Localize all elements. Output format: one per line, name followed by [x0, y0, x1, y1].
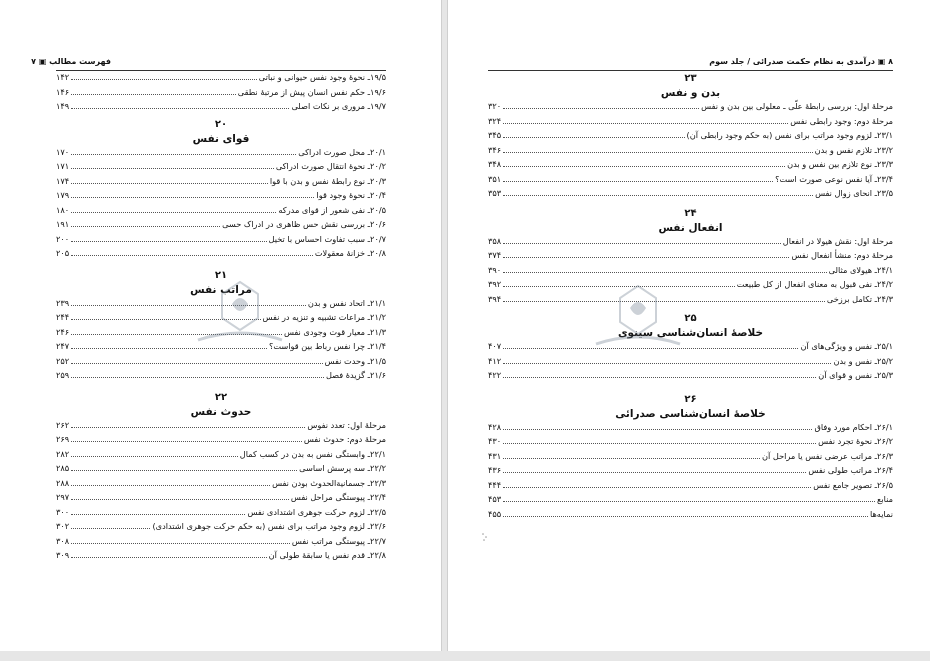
- toc-entry: [488, 250, 893, 265]
- toc-entry-title: مرحلهٔ دوم: منشأ انفعال نفس: [791, 250, 893, 260]
- toc-entry-title: ۲۰/۷ـ سبب تفاوت احساس با تخیل: [268, 233, 386, 244]
- toc-entry: [56, 521, 386, 536]
- toc-entry-title: ۲۴/۲ـ نفی قبول به معنای انفعال از کل طبیعت: [736, 279, 893, 289]
- toc-entry-title: ۲۰/۲ـ نحوهٔ انتقال صورت ادراکی: [275, 161, 386, 171]
- toc-entry: [488, 101, 893, 116]
- dot-leader: [503, 429, 812, 430]
- toc-page-number: ۳۴۸: [488, 159, 502, 169]
- toc-page-number: ۱۷۹: [56, 190, 70, 200]
- watermark-seal-icon: [588, 282, 688, 354]
- dot-leader: [503, 166, 785, 167]
- toc-entry: [488, 236, 893, 251]
- toc-page-number: ۲۰۰: [56, 233, 70, 244]
- dot-leader: [71, 183, 268, 184]
- toc-page-number: ۲۵۲: [56, 355, 70, 366]
- chapter-title: حدوث نفس: [190, 405, 252, 418]
- toc-entry: [488, 265, 893, 280]
- toc-entry: [488, 494, 893, 509]
- toc-entry-title: ۱۹/۷ـ مروری بر نکات اصلی: [291, 101, 386, 111]
- dot-leader: [71, 557, 266, 558]
- toc-entry: [488, 422, 893, 437]
- toc-page-number: ۳۹۴: [488, 293, 502, 304]
- toc-page-number: ۴۲۸: [488, 421, 502, 432]
- toc-entry: [56, 205, 386, 220]
- toc-entry: [488, 451, 893, 466]
- toc-entry: [56, 219, 386, 234]
- toc-entry: [56, 434, 386, 449]
- toc-entry-title: ۲۱/۴ـ چرا نفس رباط بین قواست؟: [268, 341, 386, 351]
- toc-entry-title: ۲۳/۳ـ نوع تلازم بین نفس و بدن: [787, 159, 893, 169]
- toc-page-number: ۲۸۸: [56, 477, 70, 488]
- dot-leader: [71, 377, 324, 378]
- dot-leader: [71, 197, 314, 198]
- dot-leader: [71, 212, 276, 213]
- toc-entry: [56, 420, 386, 435]
- toc-page-number: ۳۰۲: [56, 521, 70, 531]
- toc-page-number: ۳۲۰: [488, 101, 502, 111]
- dot-leader: [71, 168, 274, 169]
- toc-entry-title: ۲۳/۱ـ لزوم وجود مراتب برای نفس (به حکم وجود رابطی آن): [686, 130, 893, 140]
- toc-page-number: ۲۸۲: [56, 448, 70, 459]
- toc-page-number: ۴۵۳: [488, 494, 502, 504]
- toc-page-number: ۳۲۴: [488, 115, 502, 126]
- dot-leader: [71, 108, 289, 109]
- dot-leader: [71, 154, 296, 155]
- toc-entry: [56, 550, 386, 565]
- toc-entry-title: ۲۲/۳ـ جسمانیةالحدوث بودن نفس: [272, 477, 386, 488]
- toc-entry: [488, 279, 893, 294]
- toc-entry-title: ۲۲/۷ـ پیوستگی مراتب نفس: [291, 535, 386, 546]
- toc-entry-title: منابع: [877, 494, 893, 504]
- dot-leader: [71, 427, 305, 428]
- dot-leader: [503, 108, 699, 109]
- dot-leader: [71, 255, 313, 256]
- toc-page-number: ۳۷۴: [488, 250, 502, 260]
- toc-entry-title: مرحلهٔ دوم: وجود رابطی نفس: [790, 115, 893, 126]
- toc-entry-title: ۲۳/۴ـ آیا نفس نوعی صورت است؟: [775, 173, 893, 184]
- toc-entry-title: ۱۹/۵ـ نحوهٔ وجود نفس حیوانی و نباتی: [258, 72, 386, 82]
- toc-page-number: ۲۴۴: [56, 312, 70, 322]
- toc-page-number: ۴۴۴: [488, 479, 502, 490]
- toc-entry: [488, 188, 893, 203]
- chapter-title: بدن و نفس: [660, 87, 721, 99]
- toc-entry: [56, 234, 386, 249]
- toc-page-number: ۱۸۰: [56, 204, 70, 215]
- toc-entry: [56, 87, 386, 102]
- dot-leader: [503, 257, 789, 258]
- dot-leader: [71, 441, 302, 442]
- toc-entry-title: نمایه‌ها: [870, 508, 893, 519]
- toc-page-number: ۳۹۰: [488, 264, 502, 275]
- toc-page-number: ۲۰۵: [56, 248, 70, 258]
- toc-entry: [488, 341, 893, 356]
- running-header: فهرست مطالب ▣ ۷: [31, 57, 111, 66]
- toc-entry: [56, 248, 386, 263]
- toc-page-number: ۳۴۵: [488, 130, 502, 140]
- chapter-number: ۲۵: [684, 313, 697, 324]
- toc-entry: [488, 174, 893, 189]
- toc-page-number: ۱۷۴: [56, 175, 70, 186]
- toc-entry-title: ۲۰/۶ـ بررسی نقش حس ظاهری در ادراک حسی: [222, 219, 386, 229]
- chapter-title: خلاصهٔ انسان‌شناسی صدرائی: [615, 407, 766, 420]
- chapter-number: ۲۱: [214, 269, 228, 281]
- dot-leader: [503, 458, 760, 459]
- toc-page-number: ۲۶۹: [56, 434, 70, 444]
- toc-entry-title: ۲۵/۲ـ نفس و بدن: [833, 355, 893, 366]
- chapter-number: ۲۴: [684, 207, 697, 219]
- dot-leader: [71, 543, 290, 544]
- toc-page-number: ۴۲۲: [488, 370, 502, 380]
- chapter-number: ۲۳: [684, 73, 697, 84]
- toc-entry: [488, 509, 893, 524]
- toc-page-number: ۳۰۹: [56, 550, 70, 560]
- toc-list: [488, 72, 893, 523]
- chapter-number: ۲۲: [214, 391, 228, 403]
- dot-leader: [71, 528, 150, 529]
- toc-entry-title: ۲۱/۳ـ معیار قوت وجودی نفس: [283, 326, 386, 337]
- toc-entry-title: ۲۵/۱ـ نفس و ویژگی‌های آن: [800, 341, 893, 351]
- dot-leader: [71, 456, 238, 457]
- dot-leader: [71, 79, 257, 80]
- toc-entry-title: ۲۲/۸ـ قدم نفس یا سابقهٔ طولی آن: [268, 550, 386, 560]
- toc-page-number: ۱۴۲: [56, 72, 70, 82]
- toc-entry-title: ۲۱/۱ـ اتحاد نفس و بدن: [307, 297, 386, 308]
- dot-leader: [71, 470, 297, 471]
- dot-leader: [71, 499, 289, 500]
- dot-leader: [71, 241, 266, 242]
- toc-entry-title: ۲۱/۲ـ مراعات تشبیه و تنزیه در نفس: [262, 312, 386, 322]
- header-rule: [488, 70, 893, 71]
- toc-entry: [488, 130, 893, 145]
- chapter-title: خلاصهٔ انسان‌شناسی سینوی: [617, 327, 764, 339]
- toc-entry-title: ۲۵/۳ـ نفس و قوای آن: [818, 370, 893, 380]
- toc-entry: [56, 147, 386, 162]
- toc-page-number: ۲۸۵: [56, 463, 70, 473]
- dot-leader: [503, 487, 811, 488]
- left-page: [0, 0, 442, 651]
- toc-page-number: ۴۳۶: [488, 465, 502, 475]
- toc-entry: [488, 294, 893, 309]
- dot-leader: [503, 272, 826, 273]
- dot-leader: [71, 226, 220, 227]
- dot-leader: [503, 363, 831, 364]
- dot-leader: [503, 195, 813, 196]
- toc-entry-title: ۲۶/۱ـ احکام مورد وفاق: [814, 421, 893, 432]
- toc-page-number: ۳۰۰: [56, 506, 70, 517]
- toc-entry-title: ۲۲/۲ـ سه پرسش اساسی: [299, 463, 386, 473]
- toc-entry: [488, 480, 893, 495]
- toc-page-number: ۳۹۲: [488, 279, 502, 289]
- toc-entry-title: ۲۲/۴ـ پیوستگی مراحل نفس: [290, 492, 386, 502]
- toc-entry-title: ۲۰/۴ـ نحوهٔ وجود قوا: [316, 190, 386, 200]
- toc-entry: [488, 370, 893, 385]
- toc-entry-title: ۲۲/۶ـ لزوم وجود مراتب برای نفس (به حکم حرکت جوهری اشتدادی): [152, 521, 386, 531]
- toc-entry: [488, 159, 893, 174]
- header-rule: [56, 70, 386, 71]
- dot-leader: [71, 363, 322, 364]
- toc-entry-title: ۲۴/۱ـ هیولای مثالی: [828, 264, 893, 275]
- dot-leader: [71, 94, 236, 95]
- toc-page-number: ۳۵۸: [488, 235, 502, 246]
- toc-entry: [488, 116, 893, 131]
- right-page: [447, 0, 930, 651]
- chapter-title: قوای نفس: [192, 132, 250, 145]
- toc-entry: [56, 190, 386, 205]
- toc-page-number: ۴۰۷: [488, 341, 502, 351]
- section-gap: [488, 385, 893, 393]
- dot-leader: [503, 501, 875, 502]
- toc-entry-title: مرحلهٔ اول: نقش هیولا در انفعال: [782, 235, 893, 246]
- toc-page-number: ۱۴۹: [56, 101, 70, 111]
- toc-entry: [56, 176, 386, 191]
- toc-entry-title: ۲۰/۱ـ محل صورت ادراکی: [298, 146, 386, 157]
- dot-leader: [71, 514, 245, 515]
- toc-entry: [56, 449, 386, 464]
- dot-leader: [503, 472, 806, 473]
- toc-entry-title: ۲۶/۳ـ مراتب عرضی نفس یا مراحل آن: [761, 450, 893, 461]
- toc-entry-title: ۲۳/۲ـ تلازم نفس و بدن: [814, 144, 893, 155]
- toc-entry: [56, 536, 386, 551]
- toc-page-number: ۱۷۰: [56, 146, 70, 157]
- toc-page-number: ۱۴۶: [56, 86, 70, 97]
- toc-page-number: ۲۹۷: [56, 492, 70, 502]
- toc-entry-title: ۲۱/۵ـ وحدت نفس: [324, 355, 386, 366]
- toc-page-number: ۲۶۲: [56, 419, 70, 430]
- toc-entry: [488, 356, 893, 371]
- watermark-seal-icon: [190, 278, 290, 350]
- dot-leader: [503, 443, 816, 444]
- toc-entry-title: ۲۶/۲ـ نحوهٔ تجرد نفس: [818, 436, 893, 446]
- toc-entry-title: ۲۱/۶ـ گزیدهٔ فصل: [325, 370, 386, 380]
- toc-page-number: ۳۵۳: [488, 188, 502, 198]
- toc-page-number: ۱۷۱: [56, 161, 70, 171]
- chapter-number: ۲۰: [214, 118, 228, 130]
- toc-entry-title: ۲۴/۳ـ تکامل برزخی: [826, 293, 893, 304]
- dot-leader: [503, 377, 816, 378]
- toc-entry: [56, 72, 386, 87]
- toc-entry-title: مرحلهٔ اول: بررسی رابطهٔ علّی ـ معلولی بین بدن و نفس: [701, 101, 893, 111]
- toc-page-number: ۳۵۱: [488, 173, 502, 184]
- toc-page-number: ۱۹۱: [56, 219, 70, 229]
- dot-leader: [503, 181, 773, 182]
- toc-entry-title: ۲۶/۵ـ تصویر جامع نفس: [813, 479, 893, 490]
- toc-entry: [56, 101, 386, 116]
- toc-entry: [488, 465, 893, 480]
- toc-page-number: ۳۴۶: [488, 144, 502, 155]
- toc-entry-title: ۲۳/۵ـ انحای زوال نفس: [815, 188, 893, 198]
- dot-leader: [503, 516, 868, 517]
- dot-leader: [503, 123, 788, 124]
- dot-leader: [503, 137, 684, 138]
- toc-page-number: ۴۵۵: [488, 508, 502, 519]
- chapter-title: مراتب نفس: [190, 283, 252, 296]
- toc-entry: [56, 161, 386, 176]
- toc-entry: [56, 478, 386, 493]
- dot-leader: [503, 152, 812, 153]
- toc-page-number: ۴۳۰: [488, 436, 502, 446]
- running-header: ۸ ▣ درآمدی به نظام حکمت صدرائی / جلد سوم: [709, 57, 893, 66]
- toc-entry: [56, 492, 386, 507]
- toc-entry-title: ۲۲/۵ـ لزوم حرکت جوهری اشتدادی نفس: [247, 506, 386, 517]
- toc-page-number: ۲۵۹: [56, 370, 70, 380]
- speckle-mark: [480, 530, 490, 544]
- toc-entry-title: ۲۰/۳ـ نوع رابطهٔ نفس و بدن با قوا: [269, 175, 386, 186]
- toc-page-number: ۲۴۶: [56, 326, 70, 337]
- toc-entry-title: مرحلهٔ دوم: حدوث نفس: [303, 434, 386, 444]
- chapter-number: ۲۶: [684, 393, 697, 405]
- toc-entry-title: ۲۶/۴ـ مراتب طولی نفس: [808, 465, 893, 475]
- toc-page-number: ۲۴۷: [56, 341, 70, 351]
- toc-entry-title: ۲۲/۱ـ وابستگی نفس به بدن در کسب کمال: [239, 448, 386, 459]
- toc-entry-title: ۱۹/۶ـ حکم نفس انسان پیش از مرتبهٔ نطقی: [237, 86, 386, 97]
- toc-entry-title: مرحلهٔ اول: تعدد نفوس: [307, 419, 386, 430]
- toc-entry: [56, 463, 386, 478]
- toc-entry: [56, 507, 386, 522]
- toc-entry: [56, 356, 386, 371]
- toc-page-number: ۴۱۲: [488, 355, 502, 366]
- toc-page-number: ۲۳۹: [56, 297, 70, 308]
- toc-entry: [488, 145, 893, 160]
- toc-entry-title: ۲۰/۸ـ خزانهٔ معقولات: [314, 248, 386, 258]
- chapter-title: انفعال نفس: [658, 221, 723, 234]
- toc-entry-title: ۲۰/۵ـ نفی شعور از قوای مدرکه: [278, 204, 386, 215]
- toc-page-number: ۴۳۱: [488, 450, 502, 461]
- dot-leader: [503, 243, 781, 244]
- toc-entry: [488, 436, 893, 451]
- toc-page-number: ۳۰۸: [56, 535, 70, 546]
- toc-entry: [56, 370, 386, 385]
- dot-leader: [71, 485, 270, 486]
